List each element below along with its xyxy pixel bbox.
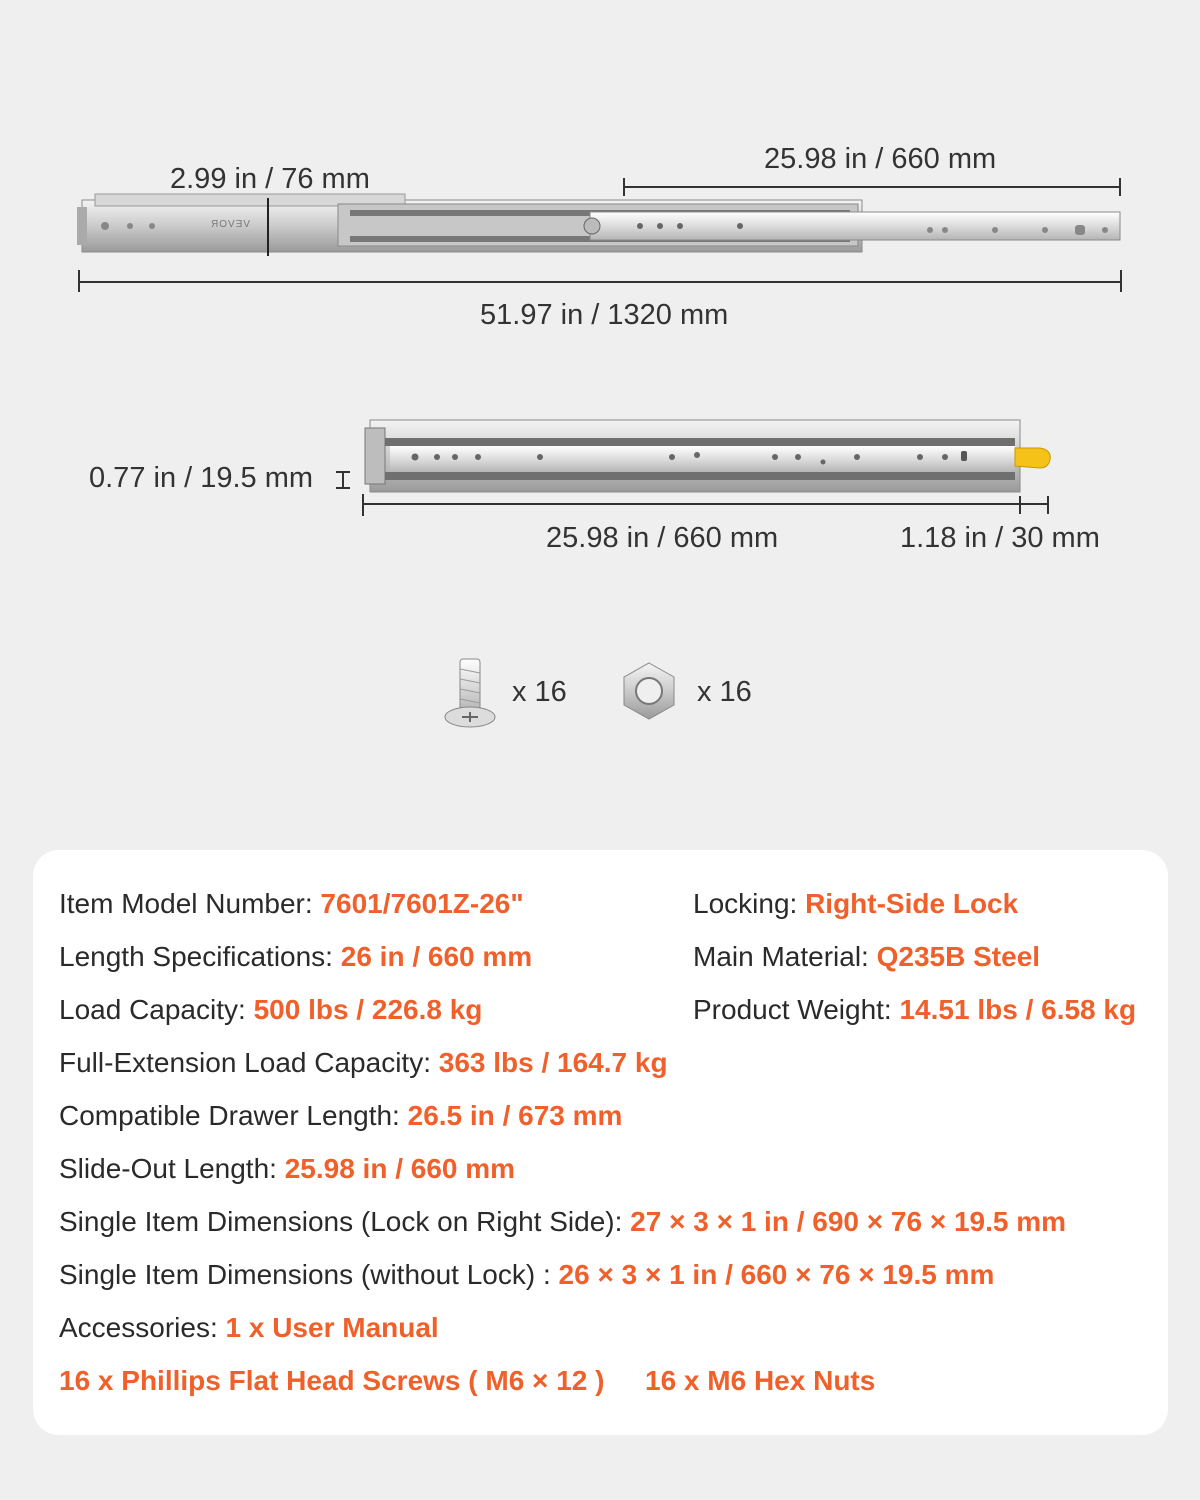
nut-quantity: x 16 xyxy=(697,676,752,708)
dimension-thickness: 0.77 in / 19.5 mm xyxy=(89,462,314,494)
spec-accessories: Accessories: 1 x User Manual xyxy=(59,1312,439,1343)
spec-length: Length Specifications: 26 in / 660 mm xyxy=(59,941,533,972)
spec-accessory-nuts: 16 x M6 Hex Nuts xyxy=(645,1365,876,1396)
spec-full-extension-load: Full-Extension Load Capacity: 363 lbs / 164.7 kg xyxy=(59,1047,668,1078)
spec-drawer-length: Compatible Drawer Length: 26.5 in / 673 mm xyxy=(59,1100,623,1131)
spec-accessory-screws: 16 x Phillips Flat Head Screws ( M6 × 12 ) xyxy=(59,1365,605,1396)
spec-dimensions-without-lock: Single Item Dimensions (without Lock) : 26 × 3 × 1 in / 660 × 76 × 19.5 mm xyxy=(59,1259,995,1290)
rail-brand-mark: VEVOR xyxy=(210,219,251,230)
dimension-closed-length: 25.98 in / 660 mm xyxy=(546,522,779,554)
spec-material: Main Material: Q235B Steel xyxy=(693,941,1041,972)
spec-slide-out-length: Slide-Out Length: 25.98 in / 660 mm xyxy=(59,1153,516,1184)
spec-product-weight: Product Weight: 14.51 lbs / 6.58 kg xyxy=(693,994,1137,1025)
dimension-bracket-width: 2.99 in / 76 mm xyxy=(170,163,370,195)
specifications-card xyxy=(33,850,1168,1435)
dimension-lock-extension: 1.18 in / 30 mm xyxy=(900,522,1100,554)
hex-nut-icon xyxy=(618,660,680,722)
dimension-total-length: 51.97 in / 1320 mm xyxy=(480,299,729,331)
spec-model-number: Item Model Number: 7601/7601Z-26" xyxy=(59,888,524,919)
spec-locking: Locking: Right-Side Lock xyxy=(693,888,1019,919)
dimension-extension-length: 25.98 in / 660 mm xyxy=(764,143,997,175)
spec-load-capacity: Load Capacity: 500 lbs / 226.8 kg xyxy=(59,994,483,1025)
screw-icon xyxy=(440,655,500,735)
spec-dimensions-with-lock: Single Item Dimensions (Lock on Right Side): 27 × 3 × 1 in / 690 × 76 × 19.5 mm xyxy=(59,1206,1067,1237)
screw-quantity: x 16 xyxy=(512,676,567,708)
